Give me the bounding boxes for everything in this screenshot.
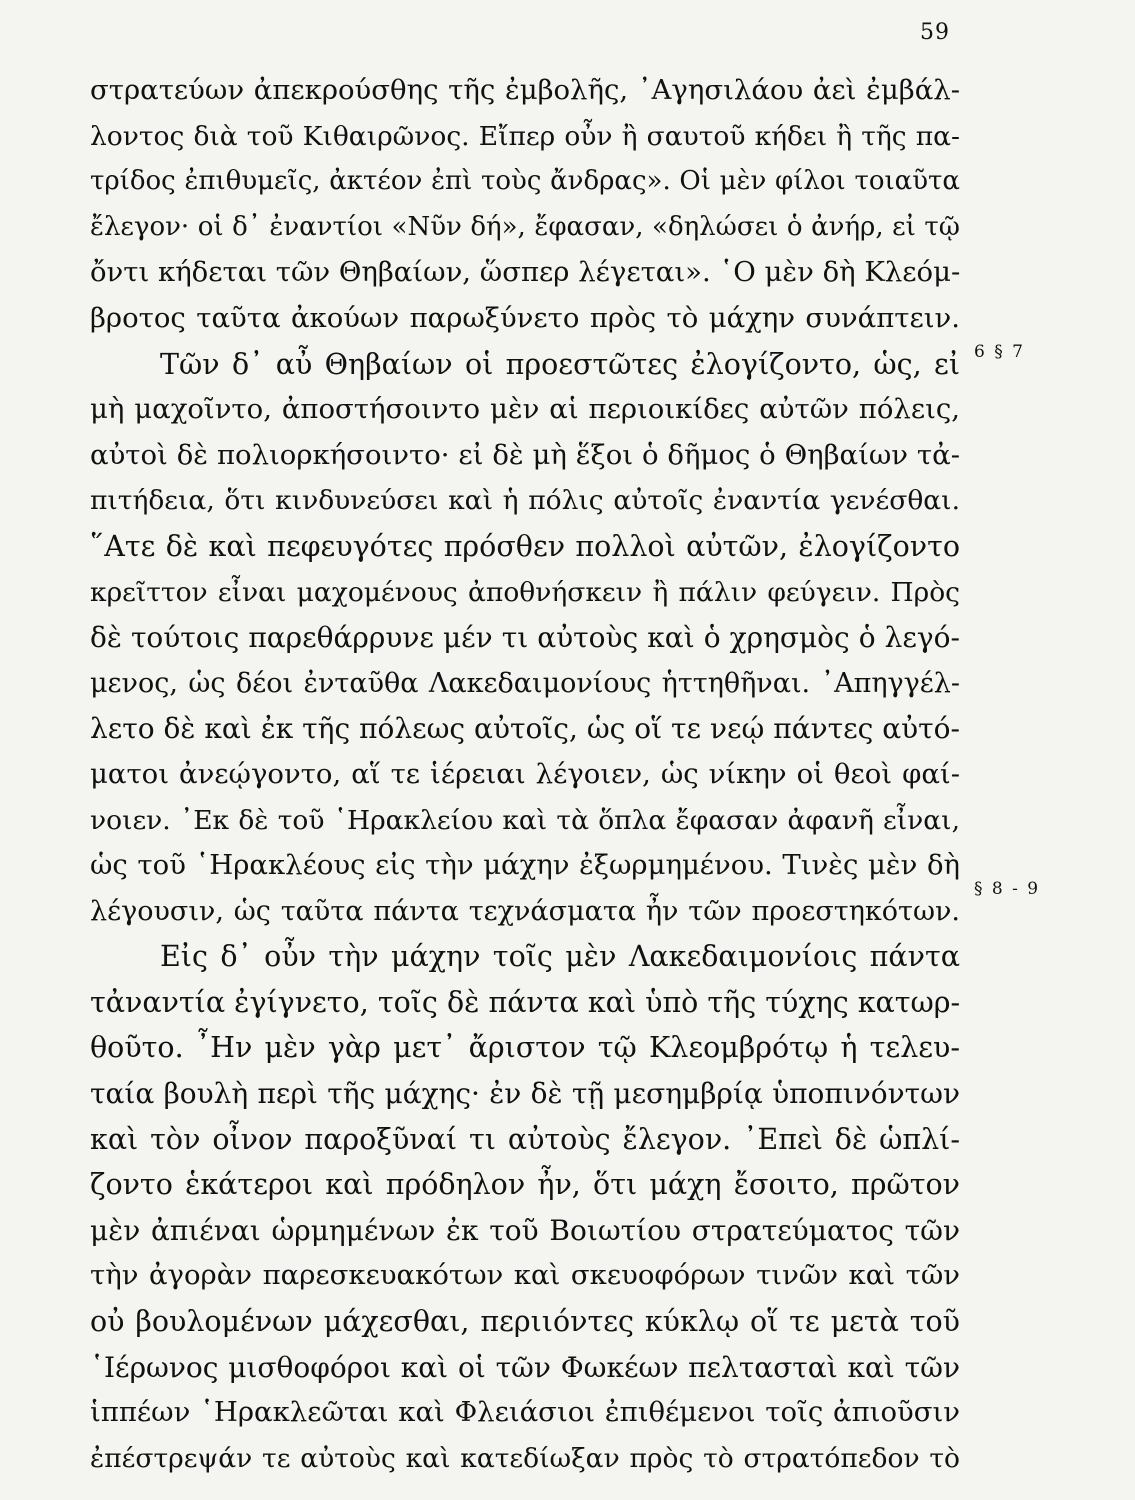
text-line: οὐ βουλομένων μάχεσθαι, περιιόντες κύκλῳ οἵ τε μετὰ τοῦ: [90, 1305, 960, 1339]
text-line: ἐπέστρεψάν τε αὐτοὺς καὶ κατεδίωξαν πρὸς τὸ στρατόπεδον τὸ: [90, 1442, 960, 1474]
margin-section-reference: 6 § 7: [974, 342, 1025, 362]
text-line: Τῶν δ᾿ αὖ Θηβαίων οἱ προεστῶτες ἐλογίζοντο, ὡς, εἰ: [160, 347, 960, 381]
text-line: θοῦτο. ῏Ην μὲν γὰρ μετ᾿ ἄριστον τῷ Κλεομβρότῳ ἡ τελευ-: [90, 1031, 960, 1065]
text-line: ῞Ατε δὲ καὶ πεφευγότες πρόσθεν πολλοὶ αὐτῶν, ἐλογίζοντο: [90, 529, 960, 563]
text-line: αὐτοὶ δὲ πολιορκήσοιντο· εἰ δὲ μὴ ἕξοι ὁ δῆμος ὁ Θηβαίων τἀ-: [90, 438, 960, 471]
text-line: ῾Ιέρωνος μισθοφόροι καὶ οἱ τῶν Φωκέων πελτασταὶ καὶ τῶν: [90, 1350, 960, 1384]
text-line: ταία βουλὴ περὶ τῆς μάχης· ἐν δὲ τῇ μεσημβρίᾳ ὑποπινόντων: [90, 1077, 960, 1111]
text-line: στρατεύων ἀπεκρούσθης τῆς ἐμβολῆς, ᾿Αγησιλάου ἀεὶ ἐμβάλ-: [90, 74, 960, 106]
text-line: κρεῖττον εἶναι μαχομένους ἀποθνήσκειν ἢ πάλιν φεύγειν. Πρὸς: [90, 576, 960, 608]
text-line: μὴ μαχοῖντο, ἀποστήσοιντο μὲν αἱ περιοικίδες αὐτῶν πόλεις,: [90, 393, 960, 426]
text-line: λέγουσιν, ὡς ταῦτα πάντα τεχνάσματα ἦν τῶν προεστηκότων.: [90, 895, 960, 927]
text-line: λοντος διὰ τοῦ Κιθαιρῶνος. Εἴπερ οὖν ἢ σαυτοῦ κήδει ἢ τῆς πα-: [90, 120, 960, 152]
text-line: τὴν ἀγορὰν παρεσκευακότων καὶ σκευοφόρων τινῶν καὶ τῶν: [90, 1259, 960, 1292]
page-number: 59: [920, 20, 950, 45]
text-line: Εἰς δ᾿ οὖν τὴν μάχην τοῖς μὲν Λακεδαιμονίοις πάντα: [160, 940, 960, 974]
text-line: δὲ τούτοις παρεθάρρυνε μέν τι αὐτοὺς καὶ ὁ χρησμὸς ὁ λεγό-: [90, 621, 960, 655]
text-line: ἔλεγον· οἱ δ᾿ ἐναντίοι «Νῦν δή», ἔφασαν, «δηλώσει ὁ ἀνήρ, εἰ τῷ: [90, 211, 960, 242]
text-line: πιτήδεια, ὅτι κινδυνεύσει καὶ ἡ πόλις αὐτοῖς ἐναντία γενέσθαι.: [90, 485, 960, 517]
text-line: ὡς τοῦ ῾Ηρακλέους εἰς τὴν μάχην ἐξωρμημένου. Τινὲς μὲν δὴ: [90, 849, 960, 882]
main-text: [90, 68, 960, 1481]
text-line: ματοι ἀνεῴγοντο, αἵ τε ἱέρειαι λέγοιεν, ὡς νίκην οἱ θεοὶ φαί-: [90, 757, 960, 790]
text-line: βροτος ταῦτα ἀκούων παρωξύνετο πρὸς τὸ μάχην συνάπτειν.: [90, 301, 960, 334]
margin-section-reference: § 8 - 9: [974, 879, 1041, 899]
text-line: ὄντι κήδεται τῶν Θηβαίων, ὥσπερ λέγεται». ῾Ο μὲν δὴ Κλεόμ-: [90, 256, 961, 289]
text-line: νοιεν. ᾿Εκ δὲ τοῦ ῾Ηρακλείου καὶ τὰ ὅπλα ἔφασαν ἀφανῆ εἶναι,: [90, 804, 960, 836]
text-line: ζοντο ἑκάτεροι καὶ πρόδηλον ἦν, ὅτι μάχη ἔσοιτο, πρῶτον: [90, 1168, 960, 1202]
text-line: τρίδος ἐπιθυμεῖς, ἀκτέον ἐπὶ τοὺς ἄνδρας». Οἱ μὲν φίλοι τοιαῦτα: [90, 166, 960, 197]
text-line: μὲν ἀπιέναι ὡρμημένων ἐκ τοῦ Βοιωτίου στρατεύματος τῶν: [90, 1213, 960, 1247]
text-line: λετο δὲ καὶ ἐκ τῆς πόλεως αὐτοῖς, ὡς οἵ τε νεῴ πάντες αὐτό-: [90, 712, 960, 746]
text-line: μενος, ὡς δέοι ἐνταῦθα Λακεδαιμονίους ἡττηθῆναι. ᾿Απηγγέλ-: [90, 667, 960, 699]
text-line: τἀναντία ἐγίγνετο, τοῖς δὲ πάντα καὶ ὑπὸ τῆς τύχης κατωρ-: [90, 985, 961, 1019]
text-line: καὶ τὸν οἶνον παροξῦναί τι αὐτοὺς ἔλεγον. ᾿Επεὶ δὲ ὡπλί-: [90, 1122, 960, 1156]
text-line: ἱππέων ῾Ηρακλεῶται καὶ Φλειάσιοι ἐπιθέμενοι τοῖς ἀπιοῦσιν: [90, 1396, 960, 1429]
